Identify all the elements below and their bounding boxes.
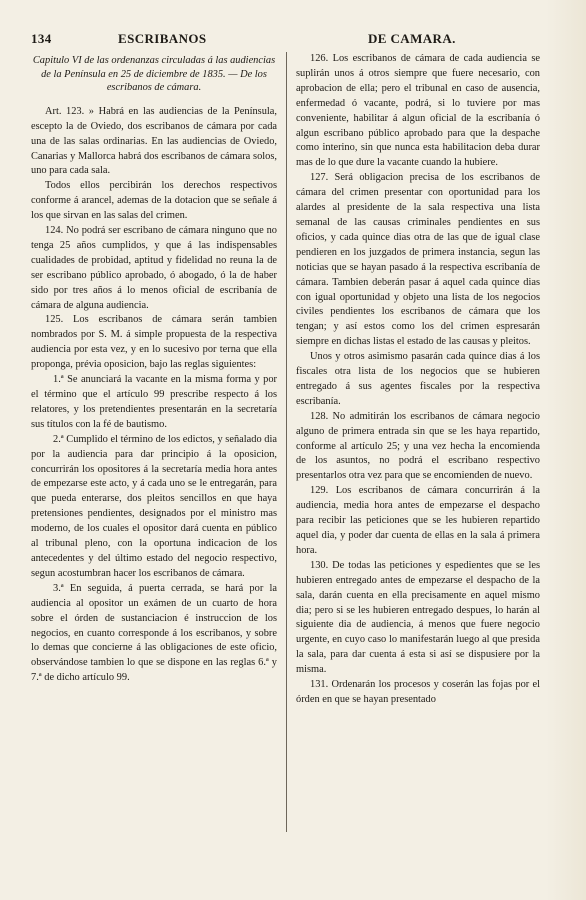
paragraph-art-128: 128. No admitirán los escribanos de cámara negocio alguno de primera entrada sin que se les haya repartido, conforme al artículo 25; y una vez hecha la encomienda de los asuntos, no podrá el escribano respectivo presentarlos otra vez para que se encomienden de nuevo. [296, 410, 540, 482]
paragraph-art-127: 127. Será obligacion precisa de los escribanos de cámara del crimen presentar con oportunidad para los alardes al presidente de la sala respectiva una lista semanal de las causas criminales pendientes en sus oficios, y cada quince dias otra de las que de igual clase pendieren en los juzgados de primera instancia, segun las noticias que se hayan pasado á la respectiva escribanía de cámara. Tambien deberán pasar á aquel cada quince dias con igual oportunidad y objeto una lista de los negocios civiles pendientes los escribanos de cámara que los tengan; y así estos como los del crimen espresarán siempre en dichas listas el estado de las causas y pleitos. [296, 172, 540, 348]
left-column [31, 54, 277, 686]
rule-1: 1.ª Se anunciará la vacante en la misma forma y por el término que el artículo 99 prescribe respecto á los relatores, y los pretendientes presentarán en la secretaría sus títulos con la fé de bautismo. [31, 374, 277, 430]
column-divider [286, 52, 287, 832]
paragraph-art-126: 126. Los escribanos de cámara de cada audiencia se suplirán unos á otros siempre que fuere necesario, con aprobacion de ella; pero el tribunal en caso de ausencia, enfermedad ó vacante, podrá, si lo tuviere por mas conveniente, habilitar á algun oficial de la escribanía ó algun escribano público aprobado para que la despache como interino, sin que nunca esta habilitacion deba durar mas de lo que dure la vacante cuando la hubiere. [296, 53, 540, 169]
paragraph-art-123: Art. 123. » Habrá en las audiencias de la Península, escepto la de Oviedo, dos escribanos de cámara por cada una de las salas ordinarias. En las audiencias de Oviedo, Canarias y Mallorca habrá dos escribanos de cámara solos, uno para cada sala. [31, 105, 277, 177]
paragraph-art-131: 131. Ordenarán los procesos y coserán las fojas por el órden en que se hayan presentado [296, 679, 540, 705]
page-edge-shadow [546, 0, 586, 900]
running-header [0, 31, 586, 49]
paragraph-art-125: 125. Los escribanos de cámara serán tambien nombrados por S. M. á simple propuesta de la respectiva audiencia por esta vez, y en lo sucesivo por terna que ella proponga, prévia oposicion, bajo las reglas siguientes: [31, 314, 277, 371]
header-left-title: ESCRIBANOS [118, 31, 207, 46]
rule-3: 3.ª En seguida, á puerta cerrada, se hará por la audiencia al opositor un exámen de un cuarto de hora sobre el órden de sustanciacion é instruccion de los negocios, en cuanto corresponde á los escribanos, y sobre lo demas que concierne á las obligaciones de este oficio, observándose tambien lo que se dispone en las reglas 6.ª y 7.ª de dicho artículo 99. [31, 582, 277, 684]
paragraph-art-124: 124. No podrá ser escribano de cámara ninguno que no tenga 25 años cumplidos, y que á las indispensables cualidades de probidad, aptitud y fidelidad no reuna la de ser escribano público aprobado, ó abogado, ó la de haber sido por tres años á lo menos oficial de escribanía de cámara de alguna audiencia. [31, 225, 277, 311]
page-number: 134 [31, 31, 52, 46]
paragraph-fiscales: Unos y otros asimismo pasarán cada quince dias á los fiscales otra lista de los negocios que se hubieren entregado á sus agentes fiscales por la respectiva escribanía. [296, 351, 540, 407]
paragraph-art-130: 130. De todas las peticiones y espedientes que se les hubieren entregado antes de empezarse el despacho de la sala, darán cuenta en ella precisamente en aquel mismo dia; pero si se les hubieren entregado despues, lo harán al siguiente dia de audiencia, á menos que fuere negocio urgente, en cuyo caso lo manifestarán luego al que presida la sala, para dar cuenta á esta si así se dispusiere por la misma. [296, 559, 540, 676]
chapter-caption: Capitulo VI de las ordenanzas circuladas á las audiencias de la Península en 25 de diciembre de 1835. — De los escribanos de cámara. [32, 55, 276, 94]
rule-2: 2.ª Cumplido el término de los edictos, y señalado dia por la audiencia para dar principio á la oposicion, concurrirán los opositores á la secretaría media hora antes de empezarse este acto, y á cada uno se le entregarán, para que pueda enterarse, dos pleitos sencillos en que haya pretensiones pendientes, designados por el ministro mas moderno, de los cuales el opositor dará cuenta en público al tribunal pleno, con la oportuna indicacion de los antecedentes y del último estado del negocio respectivo, segun acostumbran hacer los escribanos de cámara. [31, 433, 277, 579]
paragraph-art-129: 129. Los escribanos de cámara concurrirán á la audiencia, media hora antes de empezarse el despacho para recibir las peticiones que se les hubieren repartido aquel dia, y poder dar cuenta de ellas en la sala á primera hora. [296, 485, 540, 556]
paragraph-dotacion: Todos ellos percibirán los derechos respectivos conforme á arancel, ademas de la dotacion que se señale á los que sirvan en las salas del crimen. [31, 180, 277, 222]
header-right-title: DE CAMARA. [368, 31, 456, 46]
right-column [296, 52, 540, 708]
